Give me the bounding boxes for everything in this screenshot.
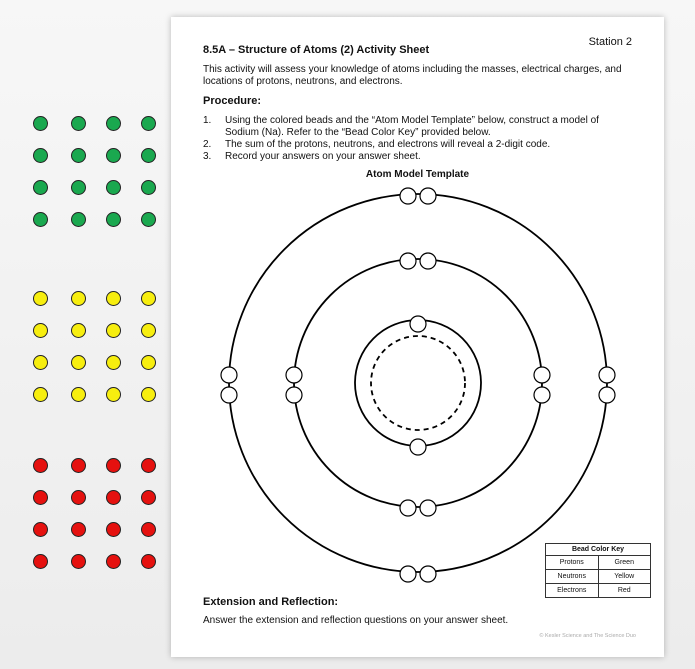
green-bead[interactable] xyxy=(71,148,86,163)
activity-sheet xyxy=(171,17,664,657)
yellow-bead[interactable] xyxy=(71,387,86,402)
yellow-bead[interactable] xyxy=(71,291,86,306)
electron-slot[interactable] xyxy=(410,439,426,455)
yellow-bead[interactable] xyxy=(33,323,48,338)
outer-shell xyxy=(229,194,607,572)
electron-slot[interactable] xyxy=(400,253,416,269)
red-bead[interactable] xyxy=(106,554,121,569)
yellow-bead[interactable] xyxy=(33,355,48,370)
red-bead[interactable] xyxy=(141,490,156,505)
green-bead[interactable] xyxy=(106,116,121,131)
extension-text: Answer the extension and reflection questions on your answer sheet. xyxy=(203,615,509,626)
red-bead[interactable] xyxy=(71,490,86,505)
red-bead[interactable] xyxy=(33,458,48,473)
step-text: Record your answers on your answer sheet. xyxy=(225,151,421,162)
green-bead[interactable] xyxy=(33,212,48,227)
red-bead[interactable] xyxy=(71,458,86,473)
electron-slot[interactable] xyxy=(400,188,416,204)
electron-slot[interactable] xyxy=(221,367,237,383)
particle-name: Neutrons xyxy=(546,570,599,583)
copyright-note: © Kesler Science and The Science Duo xyxy=(539,633,636,639)
red-bead[interactable] xyxy=(106,522,121,537)
yellow-bead[interactable] xyxy=(141,387,156,402)
electron-slot[interactable] xyxy=(410,316,426,332)
bead-color-key xyxy=(545,543,651,598)
red-bead[interactable] xyxy=(141,554,156,569)
green-bead[interactable] xyxy=(106,148,121,163)
bead-color: Green xyxy=(614,559,634,566)
bead-tray xyxy=(0,0,170,669)
green-bead[interactable] xyxy=(106,212,121,227)
inner-shell xyxy=(355,320,481,446)
green-bead[interactable] xyxy=(141,212,156,227)
yellow-bead[interactable] xyxy=(106,355,121,370)
intro-text: This activity will assess your knowledge of atoms including the masses, electrical charges, and locations of protons, neutrons, and electrons. xyxy=(203,64,622,87)
yellow-bead[interactable] xyxy=(33,291,48,306)
yellow-bead[interactable] xyxy=(106,291,121,306)
bead-color: Red xyxy=(617,587,631,594)
yellow-bead[interactable] xyxy=(71,323,86,338)
electron-slot[interactable] xyxy=(286,367,302,383)
extension-heading: Extension and Reflection: xyxy=(203,596,339,608)
electron-slot[interactable] xyxy=(599,387,615,403)
step-number: 2. xyxy=(203,139,212,150)
green-bead[interactable] xyxy=(141,180,156,195)
green-bead[interactable] xyxy=(71,116,86,131)
station-label: Station 2 xyxy=(588,36,632,48)
red-bead[interactable] xyxy=(33,522,48,537)
green-bead[interactable] xyxy=(33,148,48,163)
yellow-bead[interactable] xyxy=(71,355,86,370)
green-bead[interactable] xyxy=(71,212,86,227)
yellow-bead[interactable] xyxy=(141,291,156,306)
particle-name: Electrons xyxy=(546,584,599,597)
sheet-title: 8.5A – Structure of Atoms (2) Activity Sheet xyxy=(203,44,430,56)
electron-slot[interactable] xyxy=(420,188,436,204)
red-bead[interactable] xyxy=(141,522,156,537)
electron-slot[interactable] xyxy=(420,253,436,269)
electron-slot[interactable] xyxy=(534,387,550,403)
red-bead[interactable] xyxy=(141,458,156,473)
electron-slot[interactable] xyxy=(420,500,436,516)
green-bead[interactable] xyxy=(141,116,156,131)
yellow-bead[interactable] xyxy=(106,323,121,338)
step-text: The sum of the protons, neutrons, and electrons will reveal a 2-digit code. xyxy=(225,139,551,150)
red-bead[interactable] xyxy=(71,522,86,537)
bead-color: Yellow xyxy=(614,573,635,580)
nucleus-area xyxy=(371,336,465,430)
green-bead[interactable] xyxy=(71,180,86,195)
yellow-bead[interactable] xyxy=(141,355,156,370)
step-number: 1. xyxy=(203,115,212,126)
bead-key-title: Bead Color Key xyxy=(546,544,650,556)
middle-shell xyxy=(294,259,542,507)
red-bead[interactable] xyxy=(106,458,121,473)
procedure-heading: Procedure: xyxy=(203,95,262,107)
electron-slot[interactable] xyxy=(534,367,550,383)
electron-slot[interactable] xyxy=(400,566,416,582)
electron-slot[interactable] xyxy=(286,387,302,403)
bead-key-row xyxy=(546,556,650,570)
bead-key-row xyxy=(546,570,650,584)
yellow-bead[interactable] xyxy=(106,387,121,402)
green-bead[interactable] xyxy=(33,180,48,195)
electron-slot[interactable] xyxy=(221,387,237,403)
step-number: 3. xyxy=(203,151,212,162)
particle-name: Protons xyxy=(546,556,599,569)
electron-slot[interactable] xyxy=(420,566,436,582)
step-text: Using the colored beads and the “Atom Model Template” below, construct a model of Sodium (Na). Refer to the “Bead Color Key” provided below. xyxy=(225,115,599,138)
red-bead[interactable] xyxy=(33,554,48,569)
green-bead[interactable] xyxy=(141,148,156,163)
yellow-bead[interactable] xyxy=(33,387,48,402)
yellow-bead[interactable] xyxy=(141,323,156,338)
electron-slot[interactable] xyxy=(400,500,416,516)
green-bead[interactable] xyxy=(106,180,121,195)
red-bead[interactable] xyxy=(33,490,48,505)
atom-template-title: Atom Model Template xyxy=(365,169,470,180)
red-bead[interactable] xyxy=(71,554,86,569)
green-bead[interactable] xyxy=(33,116,48,131)
bead-key-row xyxy=(546,584,650,597)
red-bead[interactable] xyxy=(106,490,121,505)
electron-slot[interactable] xyxy=(599,367,615,383)
